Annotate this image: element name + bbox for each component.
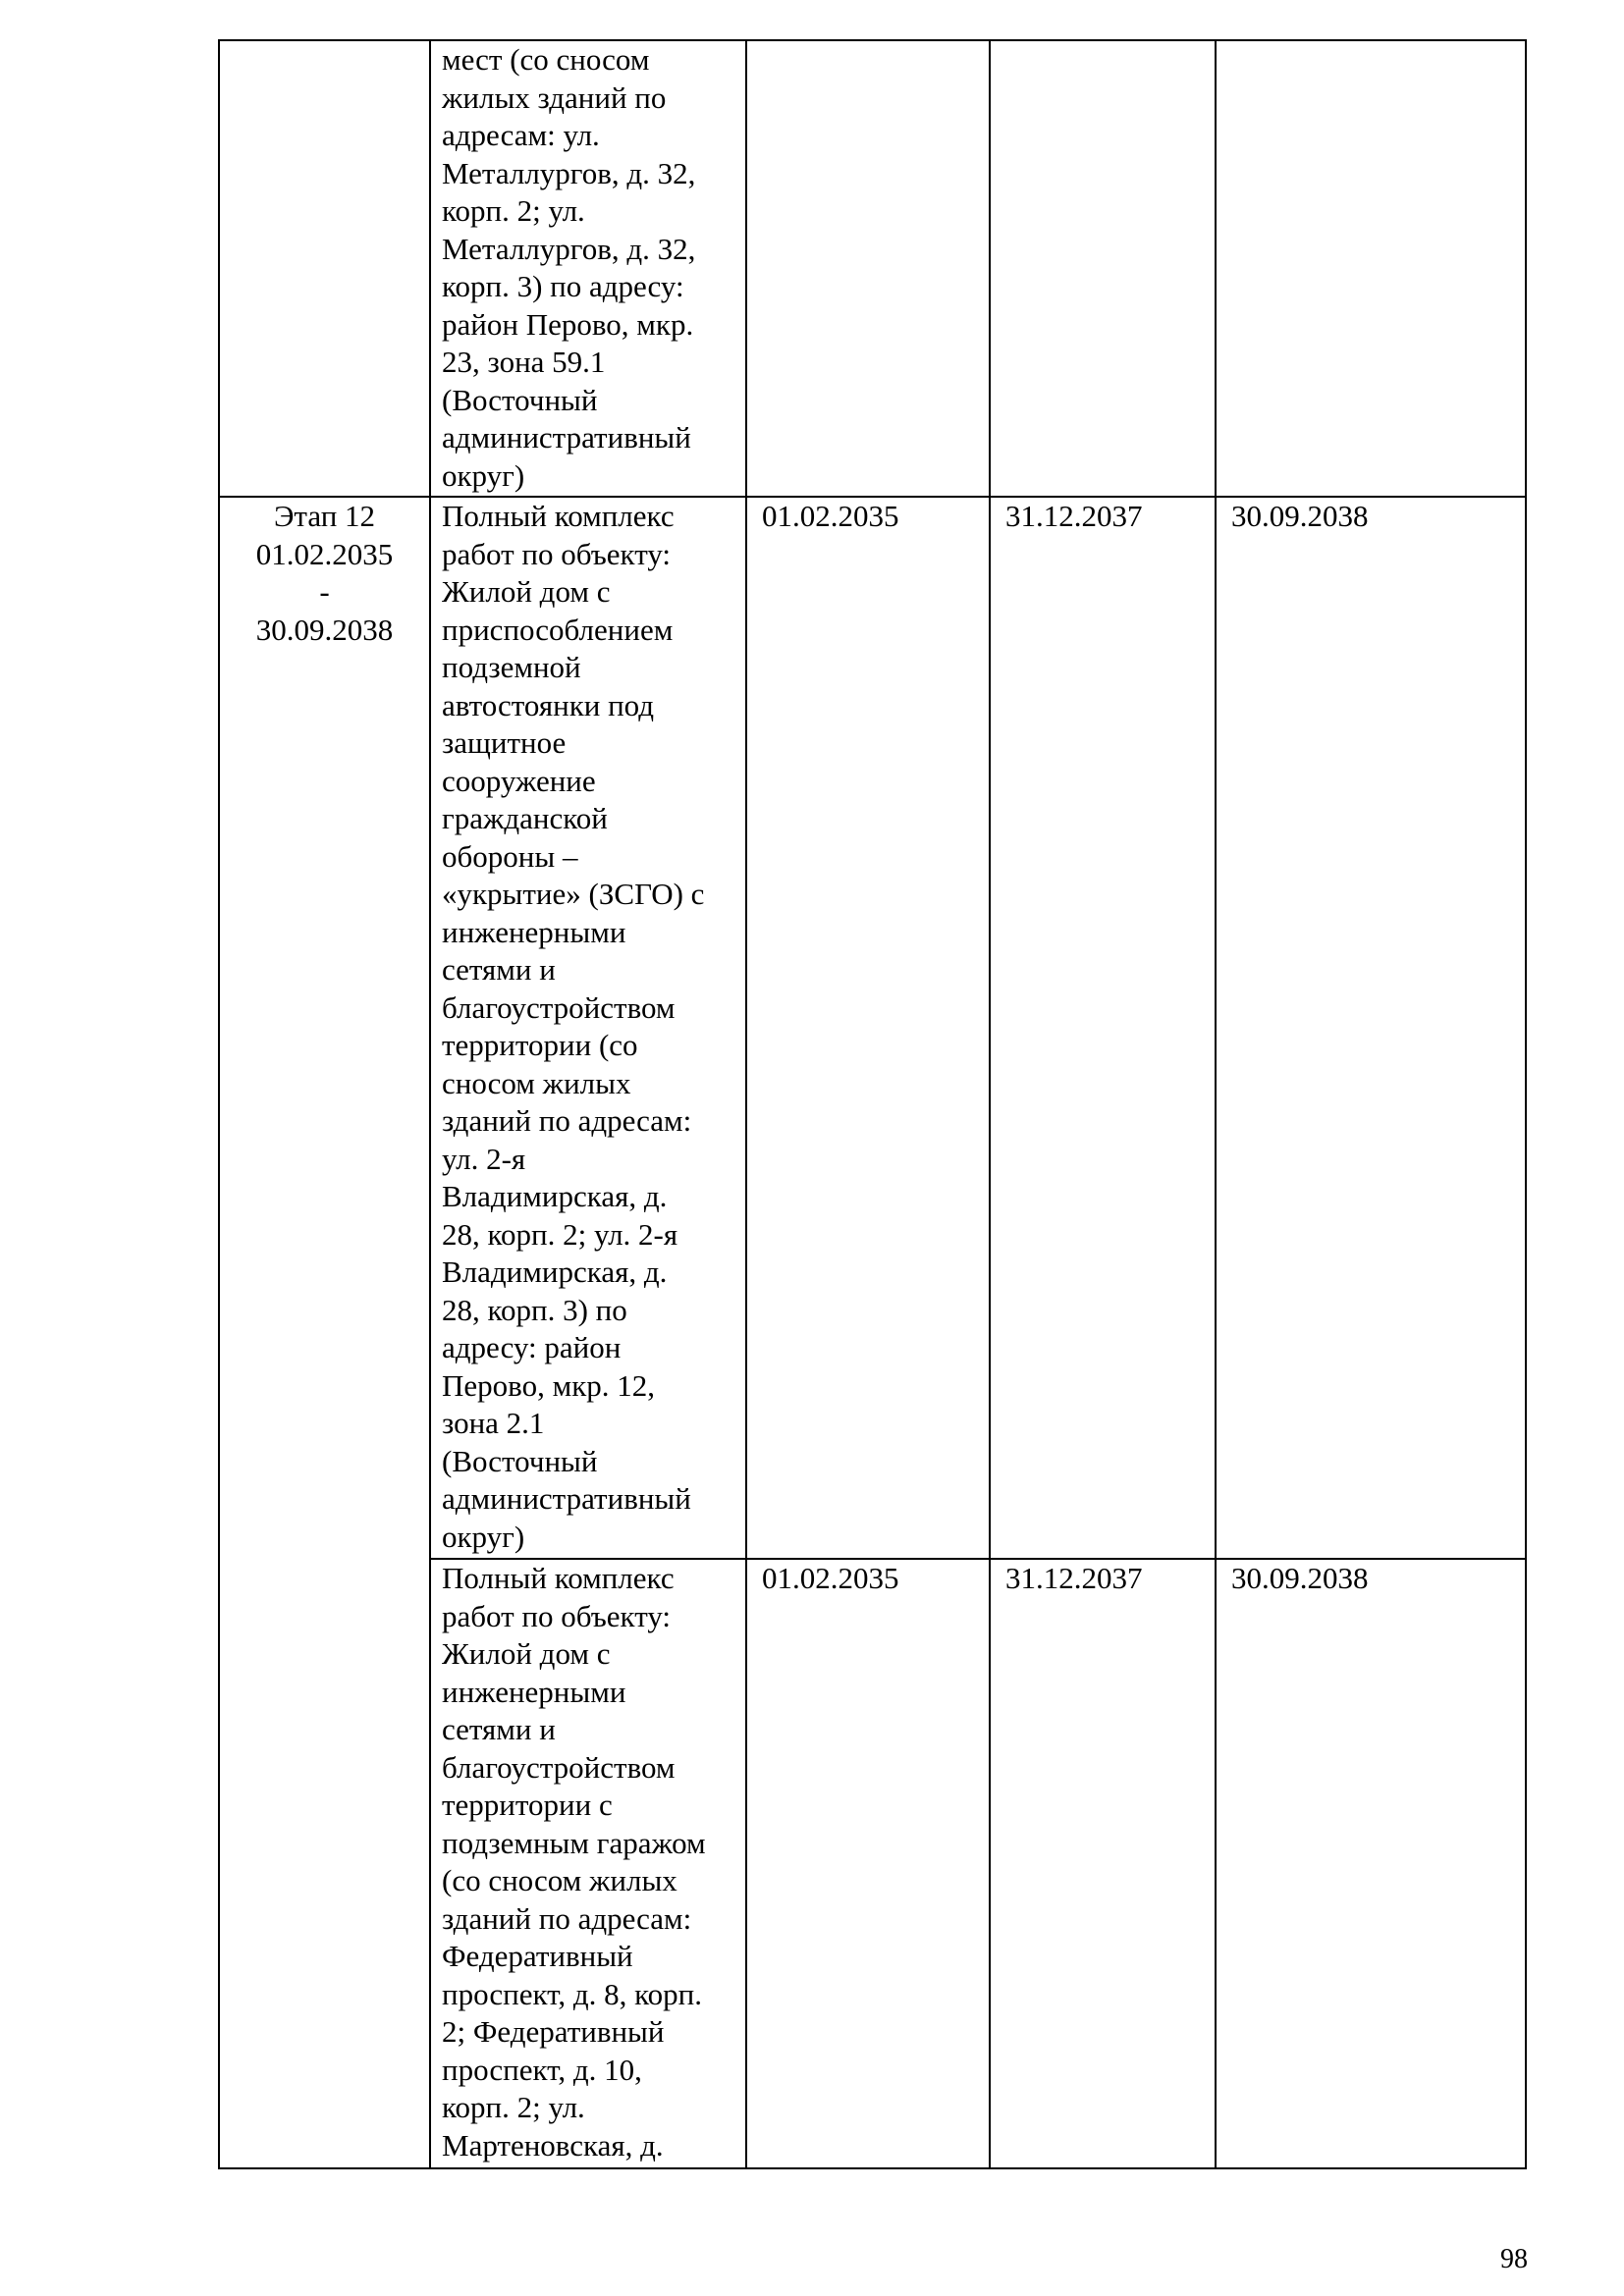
description-text-line: ул. 2-я — [442, 1141, 526, 1176]
description-text-line: территории (со — [442, 1028, 638, 1062]
description-text-line: проспект, д. 8, корп. — [442, 1976, 702, 2011]
description-text-line: адресам: ул. — [442, 118, 600, 152]
stage-cell — [219, 497, 430, 2168]
description-text-line: зона 2.1 — [442, 1406, 545, 1440]
start-date-cell: 01.02.2035 — [746, 497, 990, 1559]
stage-cell — [219, 40, 430, 497]
description-text-line: 28, корп. 3) по — [442, 1292, 627, 1327]
end-date-cell: 31.12.2037 — [990, 1559, 1216, 2168]
description-text-line: проспект, д. 10, — [442, 2052, 642, 2087]
description-text-line: округ) — [442, 457, 525, 493]
description-text-line: территории с — [442, 1788, 613, 1822]
object-description-cell — [430, 40, 746, 497]
description-text-line: сетями и — [442, 1712, 556, 1746]
description-text-line: (Восточный — [442, 382, 598, 417]
description-text-line: Федеративный — [442, 1939, 633, 1973]
description-text-line: инженерными — [442, 1674, 626, 1709]
description-text-line: жилых зданий по — [442, 80, 667, 115]
stage-text-line: 01.02.2035 — [255, 536, 394, 571]
description-text-line: сетями и — [442, 952, 556, 987]
description-text-line: подземным гаражом — [442, 1825, 706, 1860]
description-text-line: административный — [442, 1481, 691, 1516]
description-text-line: район Перово, мкр. — [442, 306, 694, 342]
description-text-line: защитное — [442, 725, 567, 760]
description-text-line: Металлургов, д. 32, — [442, 155, 696, 190]
final-date-cell: 30.09.2038 — [1216, 497, 1526, 1559]
description-text-line: «укрытие» (ЗСГО) с — [442, 877, 705, 911]
start-date-cell — [746, 40, 990, 497]
object-description-cell — [430, 1559, 746, 2168]
description-text-line: Жилой дом с — [442, 574, 611, 609]
description-text-line: Металлургов, д. 32, — [442, 231, 696, 266]
description-text-line: инженерными — [442, 914, 626, 949]
stage-text-line: 30.09.2038 — [255, 612, 394, 647]
description-text-line: 2; Федеративный — [442, 2014, 665, 2049]
table-row — [219, 497, 1526, 1559]
description-text-line: 23, зона 59.1 — [442, 345, 606, 379]
end-date-cell: 31.12.2037 — [990, 497, 1216, 1559]
description-text-line: (со сносом жилых — [442, 1863, 677, 1897]
description-text-line: подземной — [442, 650, 581, 684]
description-text-line: зданий по адресам: — [442, 1103, 692, 1138]
final-date-cell: 30.09.2038 — [1216, 1559, 1526, 2168]
description-text-line: обороны – — [442, 838, 578, 874]
description-text-line: приспособлением — [442, 612, 674, 647]
description-text-line: работ по объекту: — [442, 536, 672, 571]
description-text-line: адресу: район — [442, 1330, 622, 1364]
description-text-line: корп. 2; ул. — [442, 193, 585, 228]
description-text-line: автостоянки под — [442, 687, 655, 722]
description-text-line: сооружение — [442, 763, 596, 798]
description-text-line: мест (со сносом — [442, 42, 650, 77]
description-text-line: Владимирская, д. — [442, 1179, 668, 1213]
object-description-cell — [430, 497, 746, 1559]
description-text-line: зданий по адресам: — [442, 1900, 692, 1936]
description-text-line: Мартеновская, д. — [442, 2127, 664, 2163]
description-text-line: Жилой дом с — [442, 1636, 611, 1671]
description-text-line: Полный комплекс — [442, 499, 675, 533]
description-text-line: (Восточный — [442, 1443, 598, 1478]
start-date-cell: 01.02.2035 — [746, 1559, 990, 2168]
final-date-cell — [1216, 40, 1526, 497]
description-text-line: Перово, мкр. 12, — [442, 1367, 655, 1403]
description-text-line: Полный комплекс — [442, 1561, 675, 1595]
stage-text-line: Этап 12 — [273, 499, 376, 533]
description-text-line: гражданской — [442, 801, 608, 835]
page-number: 98 — [1500, 2244, 1528, 2274]
description-text-line: корп. 2; ул. — [442, 2090, 585, 2124]
description-text-line: благоустройством — [442, 1749, 676, 1785]
description-text-line: округ) — [442, 1519, 525, 1554]
description-text-line: административный — [442, 420, 691, 454]
table-row — [219, 40, 1526, 497]
description-text-line: благоустройством — [442, 989, 676, 1025]
description-text-line: работ по объекту: — [442, 1598, 672, 1633]
description-text-line: сносом жилых — [442, 1065, 631, 1100]
description-text-line: 28, корп. 2; ул. 2-я — [442, 1216, 678, 1252]
stage-text-line: - — [319, 574, 330, 609]
schedule-table — [218, 39, 1527, 2169]
description-text-line: Владимирская, д. — [442, 1255, 668, 1289]
description-text-line: корп. 3) по адресу: — [442, 269, 684, 303]
end-date-cell — [990, 40, 1216, 497]
